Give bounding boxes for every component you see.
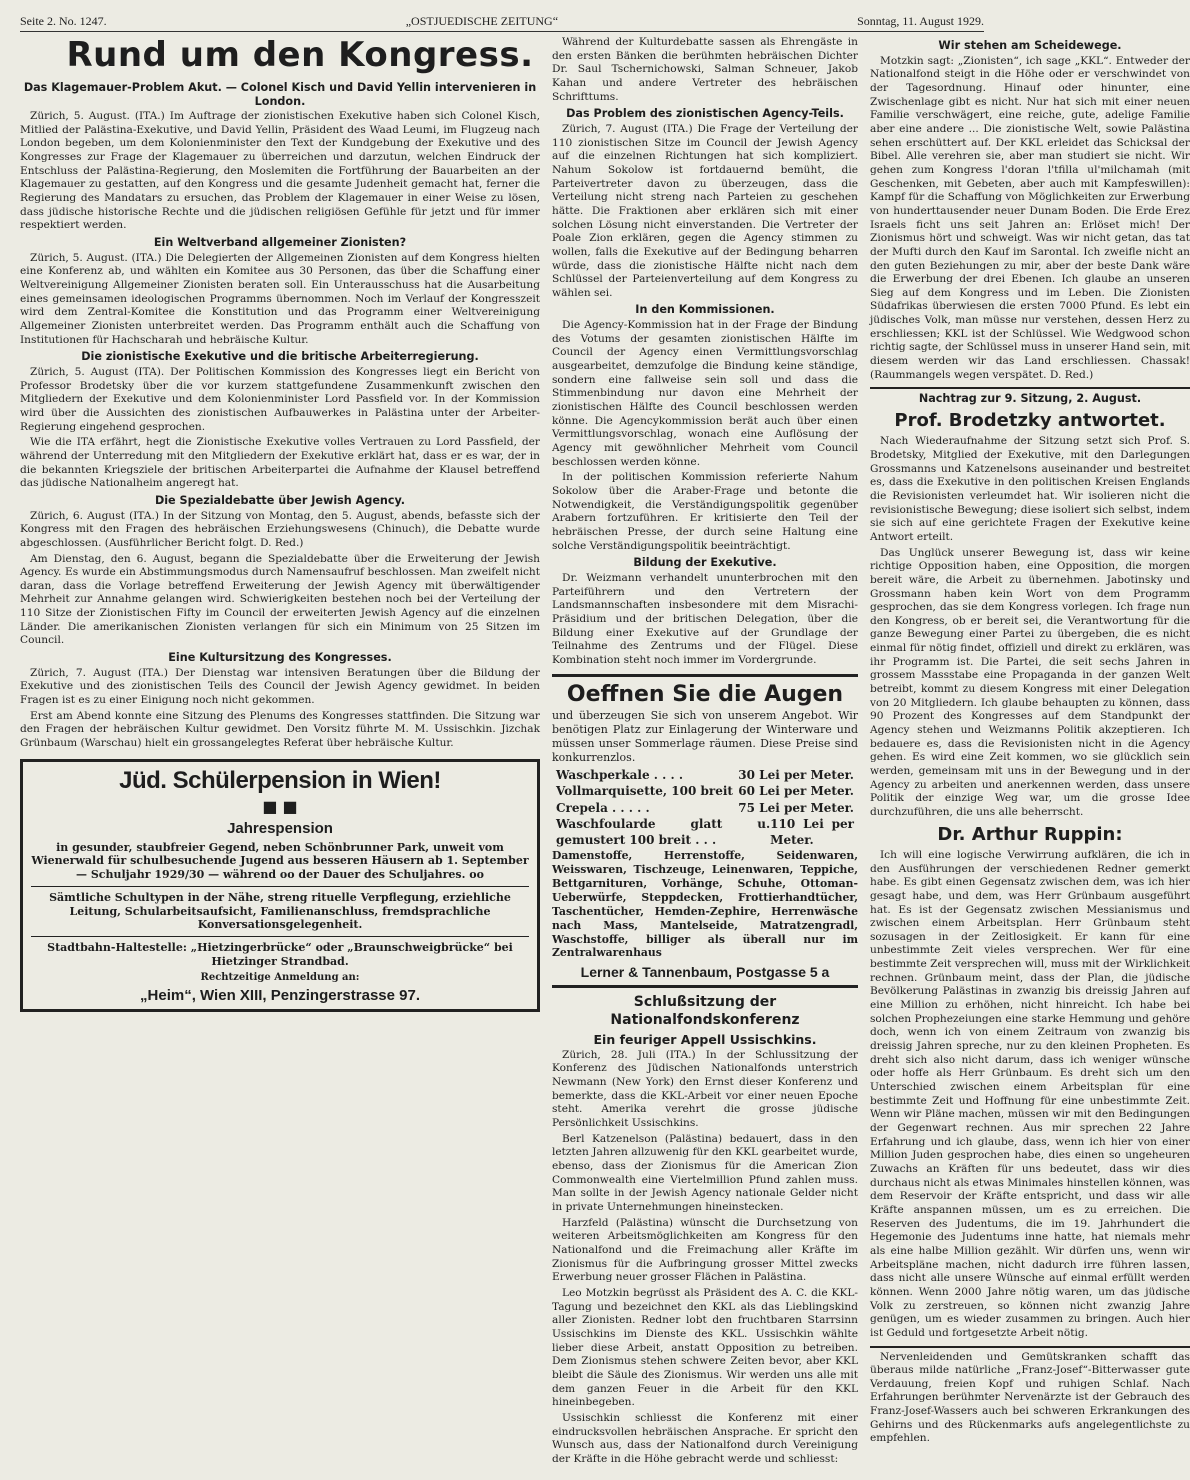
article-paragraph: Die Agency-Kommission hat in der Frage der Bindung des Votums der gesamten zionistischen Hälfte im Council der Agency einen Vermittlungsvorschlag ausgearbeitet, demzufolge die Bindung keine ständige, sondern eine fallweise sein soll und dass die Stimmenbindung nur davon eine Mehrheit der zionistischen Hälfte des Council beschlossen werden könne. Die Agencykommission berät auch über einen Vermittlungsvorschlag, wonach eine Auflösung der Agency mit gewöhnlicher Mehrheit vom Council beschlossen werden könne.: [552, 319, 858, 468]
ad-subtitle: Jahrespension: [227, 820, 333, 838]
article-heading: Das Problem des zionistischen Agency-Teils.: [566, 107, 844, 121]
price-value: 30 Lei per Meter.: [738, 767, 854, 782]
article-heading: Ein Weltverband allgemeiner Zionisten?: [153, 236, 407, 250]
article-heading: In den Kommissionen.: [635, 303, 775, 317]
price-item: Vollmarquisette, 100 breit: [556, 784, 733, 799]
column-2-articles: [552, 36, 858, 668]
price-row: [556, 784, 854, 799]
article-paragraph: Leo Motzkin begrüsst als Präsident des A. C. die KKL-Tagung und bezeichnet den KKL als das Lieblingskind aller Zionisten. Redner lobt den fruchtbaren Starrsinn Ussischkins im Dienste des KKL. Ussischkin wählte lieber diese Arbeit, anstatt Opposition zu betreiben. Dem Zionismus stehen schwere Zeiten bevor, aber KKL bleibt die Säule des Zionismus. Wir werden uns alle mit dem ganzen Feuer in die Arbeit für den KKL hineinbegeben.: [552, 1286, 858, 1409]
school-pension-ad: [20, 759, 540, 1013]
article-paragraph: Zürich, 7. August (ITA.) Die Frage der Verteilung der 110 zionistischen Sitze im Council der Jewish Agency auf die einzelnen Richtungen hat sich kompliziert. Nahum Sokolow ist fortdauernd bemüht, die Parteivertreter davon zu überzeugen, dass die Verteilung nicht streng nach Parteien zu geschehen hätte. Die Fraktionen aber erklären sich mit einer solchen Lösung nicht einverstanden. Die Vertreter der Poale Zion erklären, gegen die Agency stimmen zu wollen, falls die Exekutive auf der Bedingung beharren würde, dass die zionistische Hälfte nicht nach dem Schlüssel der Parteienverteilung auf dem Kongress zu wählen sei.: [552, 122, 858, 299]
section-heading: Schlußsitzung der Nationalfondskonferenz: [610, 994, 800, 1028]
article-paragraph: Berl Katzenelson (Palästina) bedauert, dass in den letzten Jahren allzuwenig für den KKL gearbeitet wurde, ebenso, dass der Zionismus für die American Zion Commonwealth eine Viertelmillion Pfund zahlen muss. Man sollte in der Jewish Agency nationale Gelder nicht in private Unternehmungen hineinstecken.: [552, 1132, 858, 1214]
article-paragraph: Motzkin sagt: „Zionisten“, ich sage „KKL“. Entweder der Nationalfond steigt in die Höhe oder er verschwindet von der Tagesordnung. Hinauf oder hinunter, eine Zwischenlage gibt es nicht. Nur hat sich mit einer neuen Familie verschwägert, eine reiche, gute, adelige Familie aber eine andere ... Die zionistische Welt, sowie Palästina sehen erschüttert auf. Der KKL erleidet das Schicksal der Bibel. Alle verehren sie, aber man studiert sie nicht. Wir gehen zum Kongress l'doran l'tfilla ul'milchamah (mit Geschenken, mit Gebeten, aber auch mit Kampfeswillen): Kampf für die Schaffung von Möglichkeiten zur Erwerbung von hunderttausender neuer Dunam Boden. Die Erde Erez Israels ficht uns seit Jahren an: Erlöset mich! Der Zionismus hört und schweigt. Was wir nicht getan, das tat der Mufti durch den Kauf im Sarontal. Ich zweifle nicht an den guten Beziehungen zu mir, aber der beste Dank wäre die Erwerbung der drei Ebenen. Ich glaube an unseren Sieg auf dem Kongress und im Leben. Die Zionisten Südafrikas überwiesen die ersten 7000 Pfund. Es lebt ein jüdisches Volk, man müsse nur verstehen, dessen Herz zu erschliessen; KKL ist der Schlüssel. Wie Wedgwood schon richtig sagte, der Schlüssel muss in unserer Hand sein, mit diesem werden wir das Land erschliessen. Chassak! (Raummangels wegen verspätet. D. Red.): [870, 54, 1190, 381]
speaker-heading: Prof. Brodetzky antwortet.: [894, 410, 1166, 432]
article-paragraph: Ussischkin schliesst die Konferenz mit einer eindrucksvollen hebräischen Ansprache. Er spricht den Wunsch aus, dass der Nationalfond durch Vereinigung der Kräfte in die Höhe gebracht werde und schliesst:: [552, 1411, 858, 1465]
ad-features: Sämtliche Schultypen in der Nähe, streng rituelle Verpflegung, erziehliche Leitung, Schularbeitsaufsicht, Familienanschluss, fremdsprachliche Konversationsgelegenheit.: [49, 890, 511, 932]
article-paragraph: Nervenleidenden und Gemütskranken schafft das überaus milde natürliche „Franz-Josef“-Bitterwasser gute Verdauung, freien Kopf und ruhigen Schlaf. Nach Erfahrungen berühmter Nervenärzte ist der Gebrauch des Franz-Josef-Wassers auch bei schweren Erkrankungen des Gehirns und des Rückenmarks aufs angelegentlichste zu empfehlen.: [870, 1350, 1190, 1445]
article-heading: Eine Kultursitzung des Kongresses.: [168, 651, 392, 665]
ad-registration-label: Rechtzeitige Anmeldung an:: [200, 971, 360, 983]
price-row: [556, 768, 854, 783]
article-paragraph: Wie die ITA erfährt, hegt die Zionistische Exekutive volles Vertrauen zu Lord Passfield, der während der Unterredung mit den Mitgliedern der Exekutive erklärt hat, dass er es war, der in die bekannten Kriegsziele der britischen Arbeiterpartei die Aufnahme der Klausel betreffend das jüdische Nationalheim angeregt hat.: [20, 436, 540, 490]
column-3: [870, 36, 1190, 1466]
section-divider: [870, 1346, 1190, 1348]
ad-goods-list: Damenstoffe, Herrenstoffe, Seidenwaren, Weisswaren, Tischzeuge, Leinenwaren, Teppiche, Bettgarnituren, Vorhänge, Schuhe, Ottoman-Ueberwürfe, Steppdecken, Frottierhandtücher, Taschentücher, Hemden-Zephire, Herrenwäsche nach Mass, Mantelseide, Matratzengradl, Waschstoffe, billiger als überall nur im Zentralwarenhaus: [552, 849, 858, 960]
article-paragraph: Zürich, 6. August (ITA.) In der Sitzung von Montag, den 5. August, abends, befasste sich der Kongress mit den Fragen des hebräischen Erziehungswesens (Chinuch), die Debatte wurde abgeschlossen. (Ausführlicher Bericht folgt. D. Red.): [20, 509, 540, 549]
price-row: [556, 817, 854, 848]
ad-ornament: ■ ■: [262, 796, 298, 816]
header-newspaper-name: „OSTJUEDISCHE ZEITUNG“: [405, 14, 559, 28]
column-3-articles: [870, 39, 1190, 1446]
article-paragraph: Zürich, 5. August. (ITA.) Im Auftrage der zionistischen Exekutive haben sich Colonel Kisch, Mitlied der Palästina-Exekutive, und David Yellin, Präsident des Waad Leumi, im Flugzeug nach London begeben, um dem Kolonienminister den Text der Kundgebung der Exekutive und des Kongresses zur Frage der Klagemauer zu überreichen und darzutun, welchen Eindruck der Entschluss der Palästina-Regierung, den Moslemiten die Fortführung der Bauarbeiten an der Klagemauer zu gestatten, auf den Kongress und die gesamte Judenheit gemacht hat, ferner die Regierung des Mandatars zu ersuchen, das Problem der Klagemauer in einer Weise zu lösen, dass jüdische historische Rechte und die jüdischen religiösen Gefühle für jetzt und für immer respektiert werden.: [20, 110, 540, 232]
column-2: [552, 36, 858, 1466]
section-subheading: Ein feuriger Appell Ussischkins.: [593, 1031, 817, 1047]
ad-intro: und überzeugen Sie sich von unserem Angebot. Wir benötigen Platz zur Einlagerung der Winterware und müssen unser Sommerlage räumen. Diese Preise sind konkurrenzlos.: [552, 708, 858, 765]
article-heading: Die Spezialdebatte über Jewish Agency.: [154, 493, 406, 507]
section-divider: [870, 387, 1190, 389]
price-list: [552, 768, 858, 848]
article-paragraph: Erst am Abend konnte eine Sitzung des Plenums des Kongresses stattfinden. Die Sitzung war den Fragen der hebräischen Kultur gewidmet. Den Vorsitz führte M. M. Ussischkin. Jizchak Grünbaum (Warschau) hielt ein grossangelegtes Referat über hebräische Kultur.: [20, 709, 540, 750]
textile-sale-ad: [552, 674, 858, 989]
ad-address: „Heim“, Wien XIII, Penzingerstrasse 97.: [140, 987, 420, 1005]
article-heading: Bildung der Exekutive.: [633, 556, 777, 570]
article-paragraph: Zürich, 28. Juli (ITA.) In der Schlussitzung der Konferenz des Jüdischen Nationalfonds unterstrich Newmann (New York) den Ernst dieser Konferenz und bemerkte, dass die KKL-Arbeit vor einer neuen Epoche steht. Amerika verehrt die grosse jüdische Persönlichkeit Ussischkins.: [552, 1048, 858, 1130]
column-1-articles: [20, 81, 540, 751]
ad-title: Jüd. Schülerpension in Wien!: [119, 766, 441, 794]
main-title: Rund um den Kongress.: [66, 35, 534, 75]
price-row: [556, 801, 854, 816]
article-paragraph: Zürich, 5. August. (ITA.) Die Delegierten der Allgemeinen Zionisten auf dem Kongress hielten eine Konferenz ab, und wählten ein Komitee aus 30 Personen, das über die Schaffung einer Weltvereinigung Allgemeiner Zionisten beraten soll. Ein Unterausschuss hat die Ausarbeitung eines gemeinsamen ideologischen Programms übernommen. Noch im Verlauf der Kongresszeit wird dem Zentral-Komitee die Konstitution und das Programm einer Weltvereinigung Allgemeiner Zionisten unterbreitet werden. Das Programm enthält auch die Schaffung von Institutionen für Hachscharah und hebräische Kultur.: [20, 251, 540, 346]
article-paragraph: Harzfeld (Palästina) wünscht die Durchsetzung von weiteren Arbeitsmöglichkeiten am Kongress für den Nationalfond und die Freimachung aller Kräfte im Zionismus für die Aufbringung grosser Mittel zwecks Erwerbung neuer grosser Flächen in Palästina.: [552, 1216, 858, 1284]
article-paragraph: Am Dienstag, den 6. August, begann die Spezialdebatte über die Erweiterung der Jewish Agency. Es wurde ein Abstimmungsmodus durch Namensaufruf beschlossen. Man zweifelt nicht daran, dass die Vorlage betreffend Erweiterung der Jewish Agency mit überwältigender Mehrheit zur Annahme gelangen wird. Schwierigkeiten bestehen noch bei der Verteilung der 110 Sitze der Zionistischen Fifty im Council der erweiterten Jewish Agency auf die einzelnen Länder. Die amerikanischen Zionisten verlangen für sich ein Minimum von 25 Sitzen im Council.: [20, 552, 540, 647]
article-heading: Nachtrag zur 9. Sitzung, 2. August.: [918, 392, 1142, 406]
ad-description: in gesunder, staubfreier Gegend, neben Schönbrunner Park, unweit vom Wienerwald für schulbesuchende Jugend aus besseren Häusern ab 1. September — Schuljahr 1929/30 — während oo der Dauer des Schuljahres. oo: [31, 840, 529, 882]
article-paragraph: Nach Wiederaufnahme der Sitzung setzt sich Prof. S. Brodetsky, Mitglied der Exekutive, mit den Darlegungen Grossmanns und Katzenelsons auseinander und bestreitet es, dass die Exekutive in den politischen Kreisen Englands die Revisionisten verleumdet hat. Wir isolieren nicht die revisionistische Bewegung; diese isoliert sich selbst, indem sie sich auf eine gerichtete Fragen der Exekutive keine Antwort erteilt.: [870, 435, 1190, 543]
ad-store-name: Lerner & Tannenbaum, Postgasse 5 a: [580, 964, 830, 981]
ad-divider: [31, 936, 529, 937]
header-page-number: Seite 2. No. 1247.: [20, 14, 107, 28]
article-paragraph: Zürich, 5. August (ITA). Der Politischen Kommission des Kongresses liegt ein Bericht von Professor Brodetsky über die vor kurzem stattgefundene Zusammenkunft zwischen den Mitgliedern der Exekutive und dem Kolonienminister Lord Passfield vor. In der Kommission wird über die Aussichten des zionistischen Aufbauwerkes in Palästina unter der Arbeiter-Regierung eingehend gesprochen.: [20, 365, 540, 433]
ad-divider: [31, 886, 529, 887]
article-paragraph: In der politischen Kommission referierte Nahum Sokolow über die Araber-Frage und betonte die Notwendigkeit, die Verständigungspolitik gegenüber Arabern fortzuführen. Er kritisierte den Teil der hebräischen Presse, der durch seine Haltung eine solche Verständigungspolitik beeinträchtigt.: [552, 471, 858, 552]
price-item: Waschfoularde glatt u. gemustert 100 breit . . .: [556, 817, 771, 847]
article-heading: Die zionistische Exekutive und die britische Arbeiterregierung.: [81, 350, 479, 364]
national-fund-report: [552, 1049, 858, 1467]
price-item: Waschperkale . . . .: [556, 767, 684, 782]
price-item: Crepela . . . . .: [556, 800, 650, 815]
header-date: Sonntag, 11. August 1929.: [857, 14, 984, 28]
column-1: [20, 36, 540, 1466]
article-paragraph: Zürich, 7. August (ITA.) Der Dienstag war intensiven Beratungen über die Bildung der Exekutive und des zionistischen Teils des Council der Jewish Agency gewidmet. In beiden Fragen ist es zu einer Einigung noch nicht gekommen.: [20, 666, 540, 707]
price-value: 60 Lei per Meter.: [738, 784, 854, 799]
price-value: 110 Lei per Meter.: [770, 817, 854, 847]
article-heading: Das Klagemauer-Problem Akut. — Colonel Kisch und David Yellin intervenieren in London.: [23, 80, 537, 108]
running-header: [20, 14, 984, 32]
article-paragraph: Ich will eine logische Verwirrung aufklären, die ich in den Ausführungen der verschiedenen Redner gemerkt habe. Es gibt einen Gegensatz zwischen dem, was ich hier gesagt habe, und dem, was Herr Grünbaum ausgeführt hat. Es ist der Gegensatz zwischen Messianismus und zwischen einem Arbeitsplan. Herr Grünbaum steht sozusagen in der Zeitlosigkeit. Er kann für eine unbestimmte Zeit vieles versprechen. Wer für eine bestimmte Zeit versprechen will, muss mit der Wirklichkeit rechnen. Grünbaum meint, dass der Plan, die jüdische Bevölkerung Palästinas in zwanzig bis dreissig Jahren auf eine Million zu erhöhen, nicht hinreicht. Ich habe bei solchen Prophezeiungen eine starke Hemmung und gehöre doch, wenn ich von einem Zeitraum von zwanzig bis dreissig Jahren spreche, nur zu den kleinen Propheten. Es dreht sich also nicht darum, dass ich weniger wünsche oder hoffe als Herr Grünbaum. Es dreht sich um den Unterschied zwischen einem Arbeitsplan für eine bestimmte Zeit und Hoffnung für eine unbestimmte Zeit. Wenn wir Pläne machen, müssen wir mit den Bedingungen der Gegenwart rechnen. Aus mir sprechen 22 Jahre Erfahrung und ich glaube, dass, wenn ich hier von einer Million Juden gesprochen habe, dies einen so ungeheuren Zuwachs an Kräften für uns bedeutet, dass wir dies durchaus nicht als etwas Minimales hinstellen können, was dem Reservoir der Kräfte entspricht, und dass wir alle Kräfte anspannen müssen, um es zu erreichen. Die Reserven des Judentums, die im 19. Jahrhundert die Hegemonie des Judentums inne hatte, hat niemals mehr als eine halbe Million gezählt. Wir dürfen uns, wenn wir Arbeitspläne machen, nicht dadurch irre führen lassen, dass nicht alle unsere Wünsche auf einmal erfüllt werden können. Wenn 2000 Jahre nötig waren, um das jüdische Volk zu zerstreuen, so können nicht zwanzig Jahre genügen, um es wieder zusammen zu bringen. Auch hier ist Geduld und fortgesetzte Arbeit nötig.: [870, 848, 1190, 1339]
price-value: 75 Lei per Meter.: [738, 800, 854, 815]
ad-transit: Stadtbahn-Haltestelle: „Hietzingerbrücke“ oder „Braunschweigbrücke“ bei Hietzinger Strandbad.: [47, 941, 513, 968]
article-paragraph: Das Unglück unserer Bewegung ist, dass wir keine richtige Opposition haben, eine Opposition, die morgen bereit wäre, die Arbeit zu übernehmen. Jabotinsky und Grossmann haben kein Wort von dem Programm gesprochen, das sie dem Kongress vorlegen. Ich frage nun den Kongress, ob er bereit sei, die Verantwortung für die ganze Bewegung einer Partei zu übergeben, die es nicht einmal für nötig findet, offiziell und direkt zu erklären, was ihr Programm ist. Die Partei, die seit sechs Jahren in grossem Massstabe eine Propaganda in der ganzen Welt betreibt, kommt zu diesem Kongress mit einer Delegation von 20 Mitgliedern. Ich glaube behaupten zu können, dass 90 Prozent des Kongresses auf dem Standpunkt der Agency stehen und Weizmanns Politik akzeptieren. Ich bedauere es, dass die Revisionisten nicht in die Agency gehen. Es wird eine Zeit kommen, wo sie glücklich sein werden, gemeinsam mit uns in der Bewegung und in der Agency zu arbeiten und anerkennen werden, dass unsere Politik der einzige Weg war, um die grosse Idee durchzuführen, die uns alle beherrscht.: [870, 546, 1190, 818]
article-heading: Wir stehen am Scheidewege.: [938, 39, 1122, 52]
article-paragraph: Dr. Weizmann verhandelt ununterbrochen mit den Parteiführern und den Vertretern der Landsmannschaften insbesondere mit dem Misrachi-Präsidium und der britischen Delegation, über die Bildung einer Exekutive auf der Grundlage der Teilnahme des Zentrums und der Flügel. Diese Kombination steht noch immer im Vordergrunde.: [552, 571, 858, 666]
speaker-heading: Dr. Arthur Ruppin:: [937, 823, 1123, 845]
ad-headline: Oeffnen Sie die Augen: [566, 681, 844, 707]
article-paragraph: Während der Kulturdebatte sassen als Ehrengäste in den ersten Bänken die berühmten hebräischen Dichter Dr. Saul Tschernichowski, Salman Schneuer, Jakob Kahan und andere Vertreter des hebräischen Schrifttums.: [552, 36, 858, 103]
